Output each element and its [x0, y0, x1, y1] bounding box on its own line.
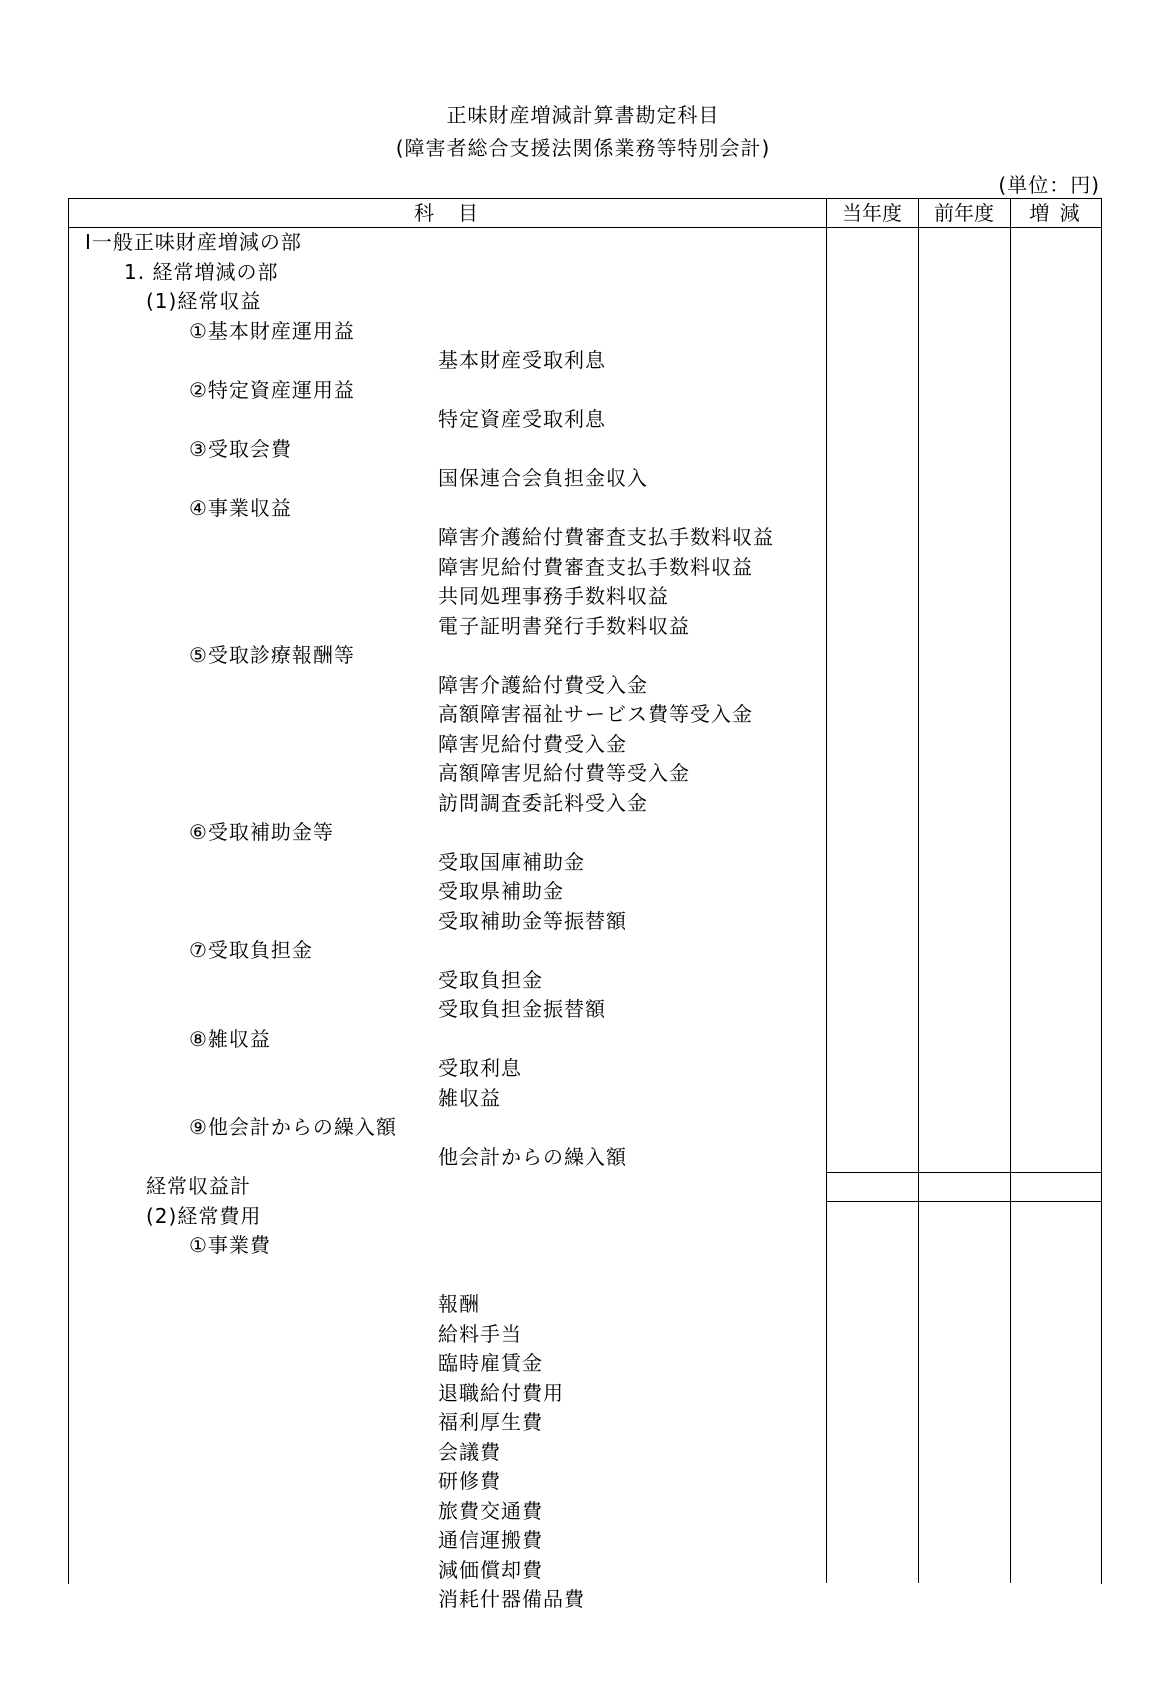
table-row: 旅費交通費: [438, 1498, 543, 1523]
table-row: 雑収益: [438, 1085, 501, 1110]
column-divider: [918, 198, 919, 1583]
header-subject: 科 目: [414, 201, 480, 225]
table-row: 国保連合会負担金収入: [438, 466, 648, 490]
table-row: 特定資産受取利息: [438, 407, 606, 431]
table-row: 1. 経常増減の部: [124, 259, 279, 284]
table-row: 受取補助金等振替額: [438, 908, 627, 933]
table-row: 研修費: [438, 1469, 501, 1493]
table-row: 高額障害福祉サービス費等受入金: [438, 702, 753, 726]
total-row-top-line: [826, 1172, 1101, 1173]
table-row: 障害児給付費受入金: [438, 731, 627, 756]
table-row: 障害児給付費審査支払手数料収益: [438, 554, 753, 579]
table-row: 退職給付費用: [438, 1380, 564, 1405]
table-row: 基本財産受取利息: [438, 348, 606, 372]
column-divider: [1010, 198, 1011, 1583]
document-subtitle: (障害者総合支援法関係業務等特別会計): [395, 136, 771, 160]
table-row: ①事業費: [189, 1233, 271, 1257]
table-row: 経常収益計: [146, 1174, 251, 1198]
table-row: 給料手当: [438, 1321, 522, 1346]
table-row: 障害介護給付費受入金: [438, 672, 648, 697]
table-row: 受取県補助金: [438, 879, 564, 903]
table-row: ⑨他会計からの繰入額: [189, 1115, 397, 1139]
table-row: 福利厚生費: [438, 1410, 543, 1434]
header-previous-year: 前年度: [934, 201, 994, 225]
document-title: 正味財産増減計算書勘定科目: [446, 103, 720, 127]
table-row: 臨時雇賃金: [438, 1351, 543, 1375]
total-row-bottom-line: [826, 1201, 1101, 1202]
table-row: ③受取会費: [189, 436, 292, 461]
table-row: 受取利息: [438, 1056, 522, 1080]
table-row: ⑧雑収益: [189, 1026, 271, 1051]
table-row: 共同処理事務手数料収益: [438, 584, 669, 608]
table-row: 障害介護給付費審査支払手数料収益: [438, 525, 774, 549]
table-row: ⑥受取補助金等: [189, 820, 334, 844]
header-current-year: 当年度: [842, 201, 902, 225]
table-row: 受取負担金振替額: [438, 997, 606, 1021]
table-row: ⑦受取負担金: [189, 938, 313, 962]
table-row: ①基本財産運用益: [189, 318, 355, 343]
table-row: 他会計からの繰入額: [438, 1144, 627, 1169]
table-row: 消耗什器備品費: [438, 1587, 585, 1611]
table-row: 訪問調査委託料受入金: [438, 790, 648, 815]
table-row: Ⅰ一般正味財産増減の部: [85, 230, 302, 254]
table-row: (1)経常収益: [146, 289, 262, 313]
table-row: 報酬: [438, 1292, 480, 1316]
table-row: 受取国庫補助金: [438, 849, 585, 874]
unit-label: (単位：円): [998, 173, 1100, 197]
table-row: 通信運搬費: [438, 1528, 543, 1552]
table-row: 減価償却費: [438, 1557, 543, 1582]
table-row: ②特定資産運用益: [189, 377, 355, 402]
header-change: 増 減: [1029, 201, 1082, 225]
table-row: 会議費: [438, 1439, 501, 1464]
table-row: 電子証明書発行手数料収益: [438, 613, 690, 638]
table-row: ⑤受取診療報酬等: [189, 643, 355, 667]
column-divider: [826, 198, 827, 1583]
table-row: 受取負担金: [438, 967, 543, 992]
table-row: ④事業収益: [189, 495, 292, 520]
table-row: 高額障害児給付費等受入金: [438, 761, 690, 785]
table-row: (2)経常費用: [146, 1203, 262, 1228]
